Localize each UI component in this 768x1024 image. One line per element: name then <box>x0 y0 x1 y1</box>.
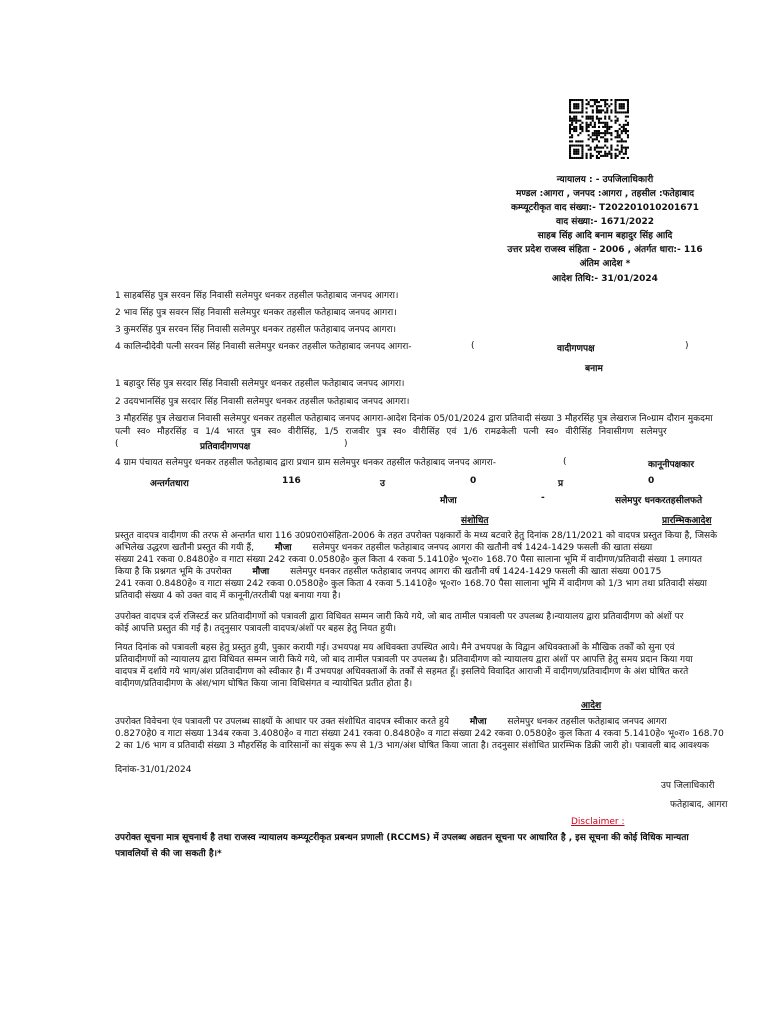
order-date: आदेश तिथि:- 31/01/2024 <box>552 274 658 284</box>
qr-code <box>569 99 629 159</box>
plaintiff-4: 4 कालिन्दीदेवी पत्नी सरवन सिंह निवासी सलेमपुर धनकर तहसील फतेहाबाद जनपद आगरा- <box>115 342 412 352</box>
para1-line-2 <box>115 542 768 554</box>
mouja-inline-3: मौजा <box>469 717 487 727</box>
para2-line-1: उपरोक्त वादपत्र दर्ज रजिस्टर्ड कर प्रतिवादीगणों को पत्रावली द्वारा विधिवत सम्मन जारी किये गये, जो बाद तामील पत्रावली पर उपलब्ध है।न्यायालय द्वारा प्रतिवादीगण को अंशों पर <box>115 612 684 622</box>
legal-label-open: ( <box>563 457 567 467</box>
state-pra: प्र <box>558 479 564 489</box>
mouja-label: मौजा <box>440 496 457 506</box>
paragraph-2 <box>115 611 768 635</box>
para4-line-1-a: उपरोक्त विवेचना एंव पत्रावली पर उपलब्ध साक्ष्यों के आधार पर उक्त संशोधित वादपत्र स्वीकार करते हुये <box>115 717 452 727</box>
order-heading: आदेश <box>581 701 602 711</box>
defendant-label-close: ) <box>344 439 348 449</box>
state-u: उ <box>380 479 385 489</box>
paragraph-4 <box>115 716 768 752</box>
defendant-2: 2 उदयभानसिंह पुत्र सरदार सिंह निवासी सलेमपुर धनकर तहसील फतेहाबाद जनपद आगरा। <box>115 397 410 407</box>
defendant-label-open: ( <box>115 439 119 449</box>
court-location: मण्डल :आगरा , जनपद :आगरा , तहसील :फतेहाबाद <box>515 189 695 199</box>
mouja-inline-1: मौजा <box>274 543 292 553</box>
para4-line-1-b: सलेमपुर धनकर तहसील फतेहाबाद जनपद आगरा <box>504 717 667 727</box>
case-parties: साहब सिंह आदि बनाम बहादुर सिंह आदि <box>537 231 673 241</box>
case-number: वाद संख्या:- 1671/2022 <box>555 217 654 227</box>
disclaimer-label: Disclaimer : <box>571 817 625 827</box>
para4-line-1 <box>115 716 768 728</box>
signature-place: फतेहाबाद, आगरा <box>670 800 728 810</box>
defendant-3-line-1: 3 मौहरसिंह पुत्र लेखराज निवासी सलेमपुर धनकर तहसील फतेहाबाद जनपद आगरा-आदेश दिनांक 05/01/2024 द्वारा प्रतिवादी संख्या 3 मौहरसिंह पुत्र लेखराज नि०ग्राम दौरान मुकदमा <box>115 414 713 424</box>
para3-line-1: नियत दिनांक को पत्रावली बहस हेतु प्रस्तुत हुयी, पुकार करायी गई। उभयपक्ष मय अधिवक्ता उपस्थित आये। मैने उभयपक्ष के विद्वान अधिवक्ताओं के मौखिक तर्कों को सुना एवं <box>115 643 675 653</box>
para1-line-4-a: किया है कि प्रश्नगत भूमि के उपरोक्त <box>115 567 235 577</box>
act-section: उत्तर प्रदेश राजस्व संहिता - 2006 , अंतर्गत धारा:- 116 <box>507 245 703 255</box>
mouja-inline-2: मौजा <box>252 567 270 577</box>
order-date-line: दिनांक-31/01/2024 <box>115 765 192 775</box>
plaintiff-1: 1 साहबसिंह पुत्र सरवन सिंह निवासी सलेमपुर धनकर तहसील फतेहाबाद जनपद आगरा। <box>115 291 399 301</box>
village-name: सलेमपुर धनकरतहसीलफते <box>615 496 703 506</box>
para1-line-2-b: सलेमपुर धनकर तहसील फतेहाबाद जनपद आगरा की खतौनी वर्ष 1424-1429 फसली की खाता संख्या <box>309 543 653 553</box>
para1-line-2-a: अभिलेख उद्धरण खतौनी प्रस्तुत की गयी हैं, <box>115 543 257 553</box>
para4-line-2: 0.8270हे0 व गाटा संख्या 134ब रकवा 3.4080हे० व गाटा संख्या 241 रकवा 0.8480हे० व गाटा संख्या 242 रकवा 0.0580हे० कुल किता 4 रकवा 5.1410हे० भू०रा० 168.70 <box>115 729 724 739</box>
plaintiff-3: 3 कुमरसिंह पुत्र सरवन सिंह निवासी सलेमपुर धनकर तहसील फतेहाबाद जनपद आगरा। <box>115 325 397 335</box>
preliminary-order-label: प्रारम्भिकआदेश <box>662 516 712 526</box>
paragraph-1 <box>115 530 768 602</box>
plaintiff-label-open: ( <box>471 341 475 351</box>
state-zero-1: 0 <box>470 476 477 486</box>
versus: बनाम <box>585 364 603 374</box>
signature-title: उप जिलाधिकारी <box>661 781 715 791</box>
para3-line-2: प्रतिवादीगणों को न्यायालय द्वारा विधिवत सम्मन जारी किये गये, जो बाद तामील पत्रावली पर उपलब्ध है। प्रतिवादीगण को न्यायालय द्वारा अंशों पर आपत्ति हेतु समय प्रदान किया गया <box>115 655 693 665</box>
para2-line-2: कोई आपत्ति प्रस्तुत की गई है। तद्नुसार पत्रावली वादपत्र/अंशों पर बहस हेतु नियत हुयी। <box>115 624 397 634</box>
para1-line-6: प्रतिवादी संख्या 4 को उक्त वाद में कानूनी/तरतीबी पक्ष बनाया गया है। <box>115 591 341 601</box>
section-label: अन्तर्गतधारा <box>150 479 189 489</box>
plaintiff-2: 2 भाव सिंह पुत्र सवरन सिंह निवासी सलेमपुर धनकर तहसील फतेहाबाद जनपद आगरा। <box>115 308 397 318</box>
disclaimer-line-2: पत्रावलियों से की जा सकती है।* <box>115 849 222 859</box>
plaintiff-label: वादीगणपक्ष <box>557 344 595 354</box>
defendant-1: 1 बहादुर सिंह पुत्र सरदार सिंह निवासी सलेमपुर धनकर तहसील फतेहाबाद जनपद आगरा। <box>115 379 405 389</box>
computer-case-number: कम्प्यूटरीकृत वाद संख्या:- T202201010201671 <box>510 203 700 213</box>
para3-line-3: वादपत्र में दर्शाये गये भाग/अंश प्रतिवादीगण को स्वीकार है। मैं उभयपक्ष अधिवक्ताओं के तर्कों से सहमत हूँ। इसलिये विवादित आराजी में वादीगण/प्रतिवादीगण के अंश घोषित करते <box>115 667 689 677</box>
paragraph-3 <box>115 642 768 690</box>
disclaimer-line-1: उपरोक्त सूचना मात्र सूचनार्थ है तथा राजस्व न्यायालय कम्प्यूटरीकृत प्रबन्धन प्रणाली (RCCMS) में उपलब्ध अद्यतन सूचना पर आधारित है , इस सूचना की कोई विधिक मान्यता <box>115 833 689 843</box>
para4-line-3: 2 का 1/6 भाग व प्रतिवादी संख्या 3 मौहरसिंह के वारिसानों का संयुक रूप से 1/3 भाग/अंश घोषित किया जाता है। तदनुसार संशोधित प्रारम्भिक डिक्री जारी हो। पत्रावली बाद आवश्यक <box>115 741 709 751</box>
para1-line-3: संख्या 241 रकवा 0.8480हे० व गाटा संख्या 242 रकवा 0.0580हे० कुल किता 4 रकवा 5.1410हे० भू०रा० 168.70 पैसा सालाना भूमि में वादीगण/प्रतिवादी संख्या 1 लगायत <box>115 555 703 565</box>
order-type: अंतिम आदेश * <box>579 259 631 269</box>
defendant-label: प्रतिवादीगणपक्ष <box>200 442 251 452</box>
state-zero-2: 0 <box>648 476 655 486</box>
defendant-3-line-2: पत्नी स्व० मौहरसिंह व 1/4 भारत पुत्र स्व० वीरीसिंह, 1/5 राजवीर पुत्र स्व० वीरीसिंह एवं 1/6 रामढकेली पत्नी स्व० वीरीसिंह निवासीगण सलेमपुर <box>115 427 667 437</box>
para1-line-4-b: सलेमपुर धनकर तहसील फतेहाबाद जनपद आगरा की खतौनी वर्ष 1424-1429 फसली की खाता संख्या 00175 <box>287 567 662 577</box>
para1-line-5: 241 रकवा 0.8480हे० व गाटा संख्या 242 रकवा 0.0580हे० कुल किता 4 रकवा 5.1410हे० भू०रा० 168.70 पैसा सालाना भूमि में वादीगण को 1/3 भाग तथा प्रतिवादी संख्या <box>115 579 707 589</box>
section-number: 116 <box>282 476 301 486</box>
plaintiff-label-close: ) <box>685 341 689 351</box>
gram-panchayat: 4 ग्राम पंचायत सलेमपुर धनकर तहसील फतेहाबाद द्वारा प्रधान ग्राम सलेमपुर धनकर तहसील फतेहाबाद जनपद आगरा- <box>115 458 496 468</box>
para1-line-4 <box>115 566 768 578</box>
mouja-dash: - <box>541 493 545 503</box>
para3-line-4: वादीगण/प्रतिवादीगण के अंश/भाग घोषित किया जाना विधिसंगत व न्यायोचित प्रतीत होता है। <box>115 679 413 689</box>
amended-label: संशोधित <box>461 516 489 526</box>
court-name: न्यायालय : - उपजिलाधिकारी <box>556 175 654 185</box>
para1-line-1: प्रस्तुत वादपत्र वादीगण की तरफ से अन्तर्गत धारा 116 उ0प्र0रा0संहिता-2006 के तहत उपरोक्त पक्षकारों के मध्य बटवारे हेतु दिनांक 28/11/2021 को वादपत्र प्रस्तुत किया है, जिसके <box>115 531 718 541</box>
legal-label: कानूनीपक्षकार <box>648 460 695 470</box>
